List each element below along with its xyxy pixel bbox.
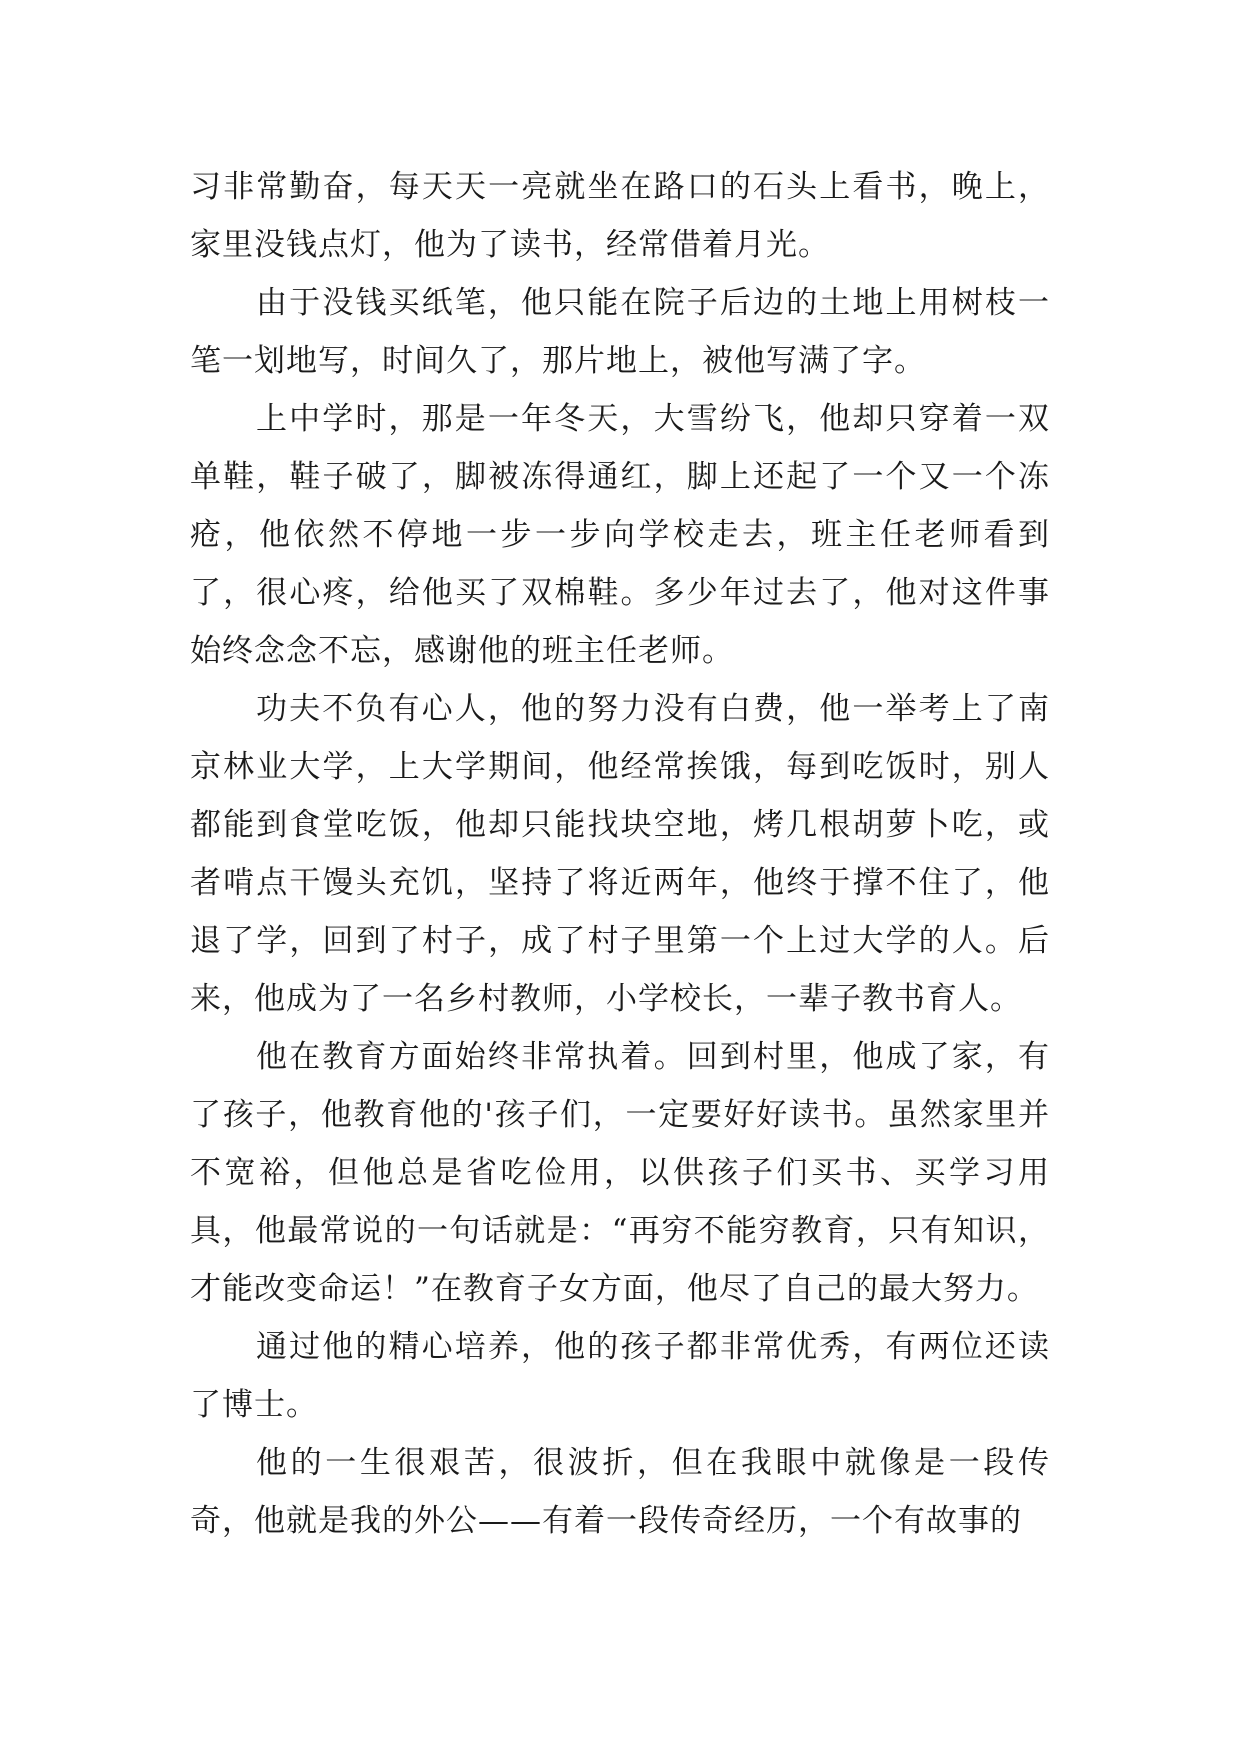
document-body bbox=[190, 158, 1050, 1550]
paragraph-5: 他在教育方面始终非常执着。回到村里，他成了家，有了孩子，他教育他的'孩子们，一定要好好读书。虽然家里并不宽裕，但他总是省吃俭用，以供孩子们买书、买学习用具，他最常说的一句话就是：“再穷不能穷教育，只有知识，才能改变命运！”在教育子女方面，他尽了自己的最大努力。 bbox=[190, 1039, 1050, 1307]
paragraph-3: 上中学时，那是一年冬天，大雪纷飞，他却只穿着一双单鞋，鞋子破了，脚被冻得通红，脚上还起了一个又一个冻疮，他依然不停地一步一步向学校走去，班主任老师看到了，很心疼，给他买了双棉鞋。多少年过去了，他对这件事始终念念不忘，感谢他的班主任老师。 bbox=[190, 401, 1050, 669]
paragraph-1: 习非常勤奋，每天天一亮就坐在路口的石头上看书，晚上，家里没钱点灯，他为了读书，经常借着月光。 bbox=[190, 169, 1050, 263]
paragraph-2: 由于没钱买纸笔，他只能在院子后边的土地上用树枝一笔一划地写，时间久了，那片地上，被他写满了字。 bbox=[190, 285, 1050, 379]
paragraph-6: 通过他的精心培养，他的孩子都非常优秀，有两位还读了博士。 bbox=[190, 1329, 1050, 1423]
paragraph-4: 功夫不负有心人，他的努力没有白费，他一举考上了南京林业大学，上大学期间，他经常挨饿，每到吃饭时，别人都能到食堂吃饭，他却只能找块空地，烤几根胡萝卜吃，或者啃点干馒头充饥，坚持了将近两年，他终于撑不住了，他退了学，回到了村子，成了村子里第一个上过大学的人。后来，他成为了一名乡村教师，小学校长，一辈子教书育人。 bbox=[190, 691, 1050, 1017]
paragraph-7: 他的一生很艰苦，很波折，但在我眼中就像是一段传奇，他就是我的外公——有着一段传奇经历，一个有故事的 bbox=[190, 1445, 1050, 1539]
